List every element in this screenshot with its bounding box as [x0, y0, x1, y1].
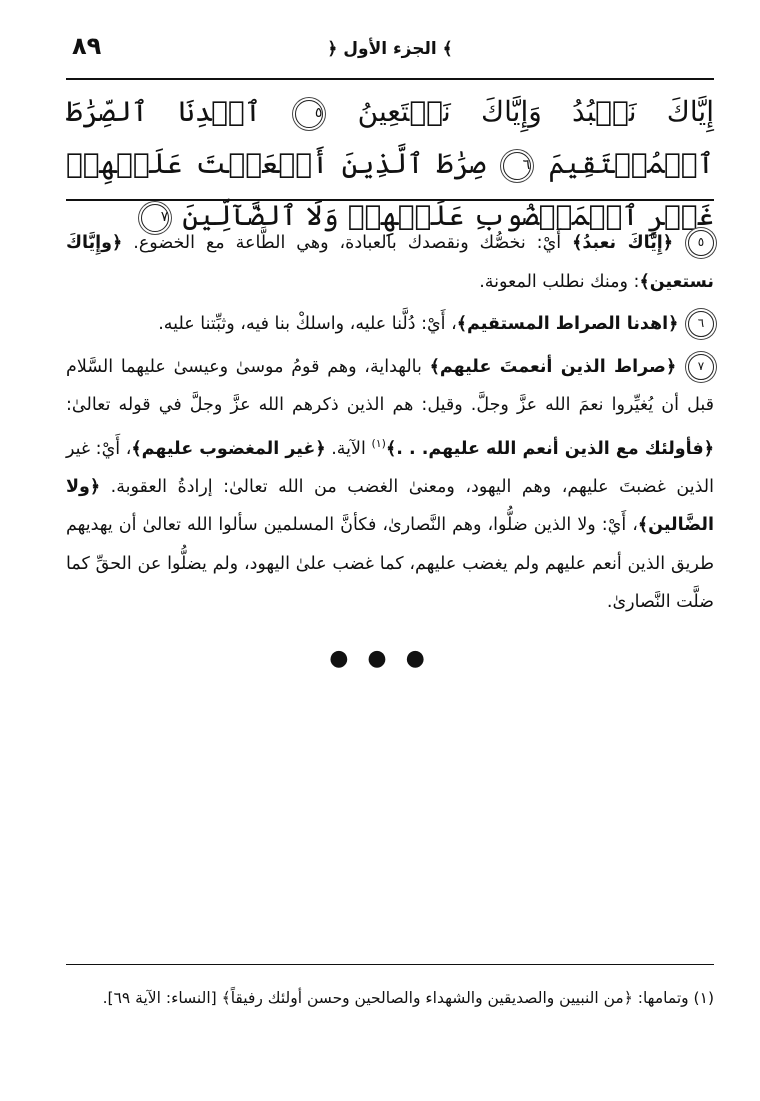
commentary-6-text-1: ، أَيْ: دُلَّنا عليه، واسلكْ بنا فيه، وثبِّتنا عليه.	[158, 314, 457, 334]
commentary-paragraph-7	[66, 348, 714, 622]
commentary-7-text-2: الآية.	[325, 438, 372, 459]
verse-5-text: إِيَّاكَ نَعۡبُدُ وَإِيَّاكَ نَسۡتَعِينُ	[357, 95, 714, 128]
verse-5-marker: ٥	[295, 100, 323, 128]
page-number: ٨٩	[72, 32, 102, 60]
quote-iyyaka-nastain: ﴿وإِيَّاكَ نستعين﴾	[66, 233, 714, 292]
verse-7-text: صِرَٰطَ ٱلَّذِينَ أَنۡعَمۡتَ عَلَيۡهِمۡ غَيۡرِ ٱلۡمَغۡضُوبِ عَلَيۡهِمۡ وَلَا ٱلضَّآلِّينَ	[66, 147, 714, 232]
commentary-5-text-1: أَيْ: نخصُّك ونقصدك بالعبادة، وهي الطَّاعة مع الخضوع.	[122, 233, 573, 253]
commentary-paragraph-5	[66, 224, 714, 301]
quote-iyyaka-nabudu: ﴿إِيَّاكَ نعبدُ﴾	[572, 233, 674, 253]
commentary-6-marker: ٦	[688, 311, 714, 337]
header-rule	[66, 78, 714, 80]
commentary-7-text-1: بالهداية، وهم قومُ موسىٰ وعيسىٰ عليهما السَّلام قبل أن يُغيِّروا نعمَ الله عزَّ وجلَّ. وقيل: هم الذين ذكرهم الله عزَّ وجلَّ في قوله تعالىٰ:	[66, 356, 714, 415]
quote-wala-ddallin: ﴿ولا الضَّالين﴾	[66, 476, 714, 536]
verse-7-marker: ٧	[141, 204, 169, 232]
verses-rule	[66, 199, 714, 201]
quote-sirat: ﴿صراط الذين أنعمتَ عليهم﴾	[429, 356, 677, 377]
commentary-7-text-4: ، أَيْ: ولا الذين ضلُّوا، وهم النَّصارىٰ، فكأنَّ المسلمين سألوا الله تعالىٰ أن يهديهم طريق الذين أنعم عليهم ولم يغضب عليهم، كما غضب علىٰ اليهود، ولم يضلُّوا عن الحقِّ كما ضلَّت النَّصارىٰ.	[66, 515, 714, 613]
commentary-5-text-2: : ومنك نطلب المعونة.	[479, 271, 640, 292]
page-header	[66, 30, 714, 70]
footnote-rule	[66, 964, 714, 965]
verse-6-marker: ٦	[503, 152, 531, 180]
footnote-text: وتمامها: ﴿من النبيين والصديقين والشهداء والصالحين وحسن أولئك رفيقاً﴾ [النساء: الآية ٦٩].	[102, 989, 694, 1007]
commentary-7-marker: ٧	[688, 354, 714, 380]
footnote	[66, 980, 714, 1016]
quote-fa-ulaika: ﴿فأولئك مع الذين أنعم الله عليهم. . .﴾	[385, 438, 714, 459]
verse-6-text: ٱهۡدِنَا ٱلصِّرَٰطَ ٱلۡمُسۡتَقِيمَ	[66, 95, 715, 180]
quote-ghayril-maghdub: ﴿غير المغضوب عليهم﴾	[131, 438, 326, 459]
footnote-reference[interactable]: (١)	[371, 436, 386, 450]
running-title: ﴿ الجزء الأول ﴾	[327, 39, 453, 59]
commentary-paragraph-6	[66, 305, 714, 344]
commentary-5-marker: ٥	[688, 230, 714, 256]
section-divider: ● ● ●	[329, 646, 431, 671]
quote-ihdina: ﴿اهدنا الصراط المستقيم﴾	[456, 314, 679, 334]
quran-verses	[66, 86, 714, 242]
commentary	[66, 224, 714, 626]
footnote-marker: (١)	[693, 989, 714, 1007]
commentary-7-text-3: ، أَيْ: غير الذين غضبتَ عليهم، وهم اليهود، ومعنىٰ الغضب من الله تعالىٰ: إرادةُ العقوبة.	[66, 438, 714, 497]
